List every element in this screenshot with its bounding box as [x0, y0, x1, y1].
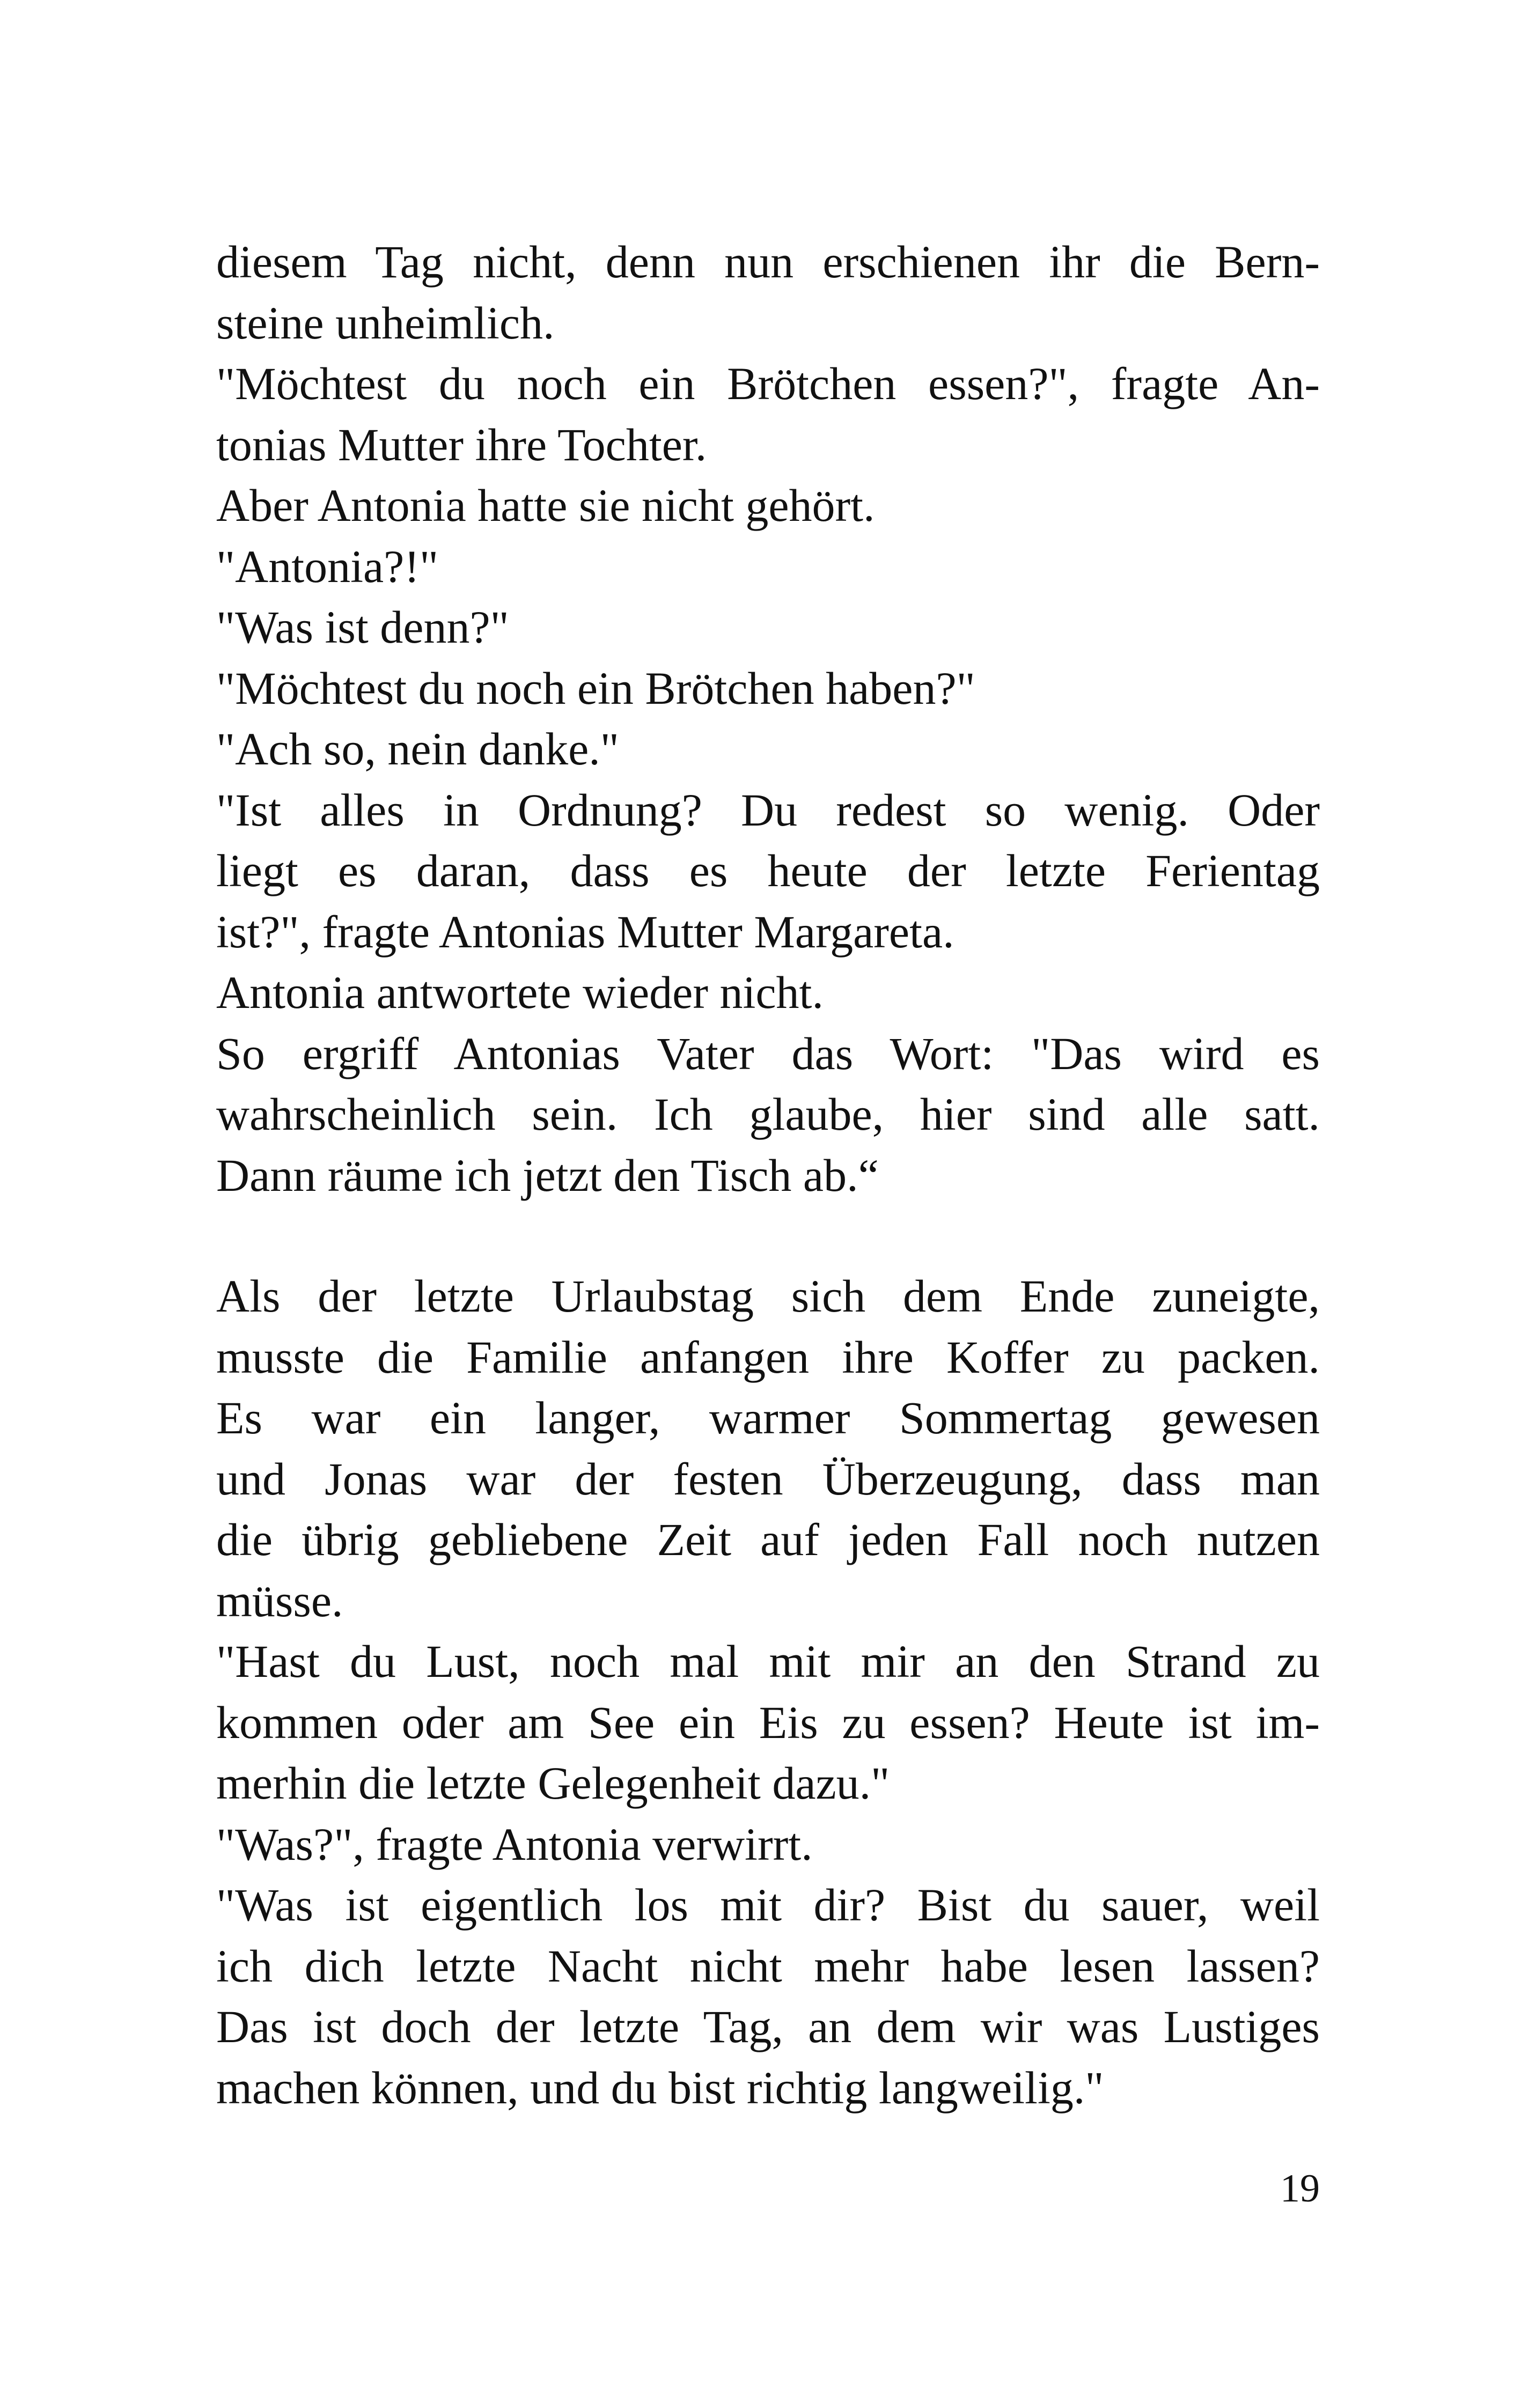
text-line: "Möchtest du noch ein Brötchen haben?" — [216, 662, 975, 714]
text-section-1 — [216, 232, 1320, 1206]
page-number: 19 — [1280, 2167, 1320, 2211]
text-line: Es war ein langer, warmer Sommertag gewesen — [216, 1392, 1320, 1444]
text-line: müsse. — [216, 1574, 343, 1626]
text-line: "Antonia?!" — [216, 540, 439, 592]
text-line: liegt es daran, dass es heute der letzte Ferientag — [216, 845, 1320, 896]
text-line: und Jonas war der festen Überzeugung, dass man — [216, 1453, 1320, 1505]
text-line: "Was?", fragte Antonia verwirrt. — [216, 1818, 813, 1870]
text-line: ist?", fragte Antonias Mutter Margareta. — [216, 905, 954, 958]
text-line: kommen oder am See ein Eis zu essen? Heute ist im- — [216, 1696, 1320, 1748]
text-line: "Was ist denn?" — [216, 601, 509, 653]
text-line: "Möchtest du noch ein Brötchen essen?", fragte An- — [216, 358, 1320, 409]
text-line: Antonia antwortete wieder nicht. — [216, 967, 824, 1018]
text-line: Das ist doch der letzte Tag, an dem wir was Lustiges — [216, 2001, 1320, 2052]
text-line: wahrscheinlich sein. Ich glaube, hier sind alle satt. — [216, 1088, 1320, 1140]
text-line: tonias Mutter ihre Tochter. — [216, 418, 707, 470]
text-line: Als der letzte Urlaubstag sich dem Ende zuneigte, — [216, 1270, 1320, 1322]
text-line: steine unheimlich. — [216, 297, 555, 349]
text-line: musste die Familie anfangen ihre Koffer zu packen. — [216, 1331, 1320, 1383]
text-line: merhin die letzte Gelegenheit dazu." — [216, 1757, 890, 1809]
text-line: machen können, und du bist richtig langweilig." — [216, 2061, 1104, 2114]
text-line: "Was ist eigentlich los mit dir? Bist du sauer, weil — [216, 1879, 1320, 1931]
text-line: die übrig gebliebene Zeit auf jeden Fall noch nutzen — [216, 1514, 1320, 1565]
text-line: Aber Antonia hatte sie nicht gehört. — [216, 480, 875, 531]
text-line: Dann räume ich jetzt den Tisch ab.“ — [216, 1149, 879, 1201]
text-section-2 — [216, 1266, 1320, 2118]
text-line: "Ach so, nein danke." — [216, 723, 619, 775]
text-line: diesem Tag nicht, denn nun erschienen ihr die Bern- — [216, 236, 1320, 288]
text-line: "Hast du Lust, noch mal mit mir an den Strand zu — [216, 1636, 1320, 1687]
text-line: So ergriff Antonias Vater das Wort: "Das wird es — [216, 1027, 1320, 1079]
text-line: ich dich letzte Nacht nicht mehr habe lesen lassen? — [216, 1940, 1320, 1992]
text-line: "Ist alles in Ordnung? Du redest so wenig. Oder — [216, 784, 1320, 836]
